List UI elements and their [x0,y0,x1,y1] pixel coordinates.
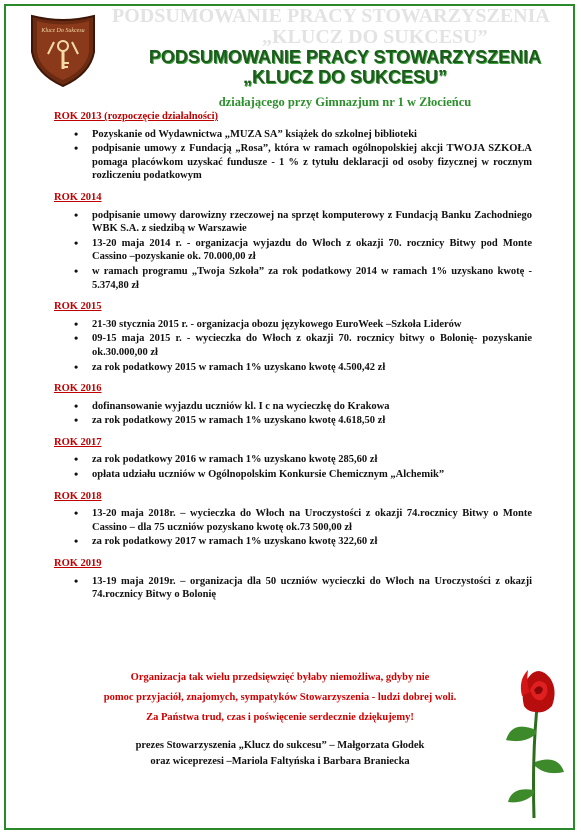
red-rose-icon [498,650,568,820]
watermark-line-2: „KLUCZ DO SUKCESU” [262,26,488,46]
section-year-heading: ROK 2013 (rozpoczęcie działalności) [54,111,218,122]
list-item: • 09-15 maja 2015 r. - wycieczka do Włoch z okazji 70. rocznicy bitwy o Bolonię- pozyskanie ok.30.000,00 zł [54,332,532,359]
list-item: • podpisanie umowy darowizny rzeczowej na sprzęt komputerowy z Fundacją Banku Zachodniego WBK S.A. z siedzibą w Warszawie [54,209,532,236]
sections-list [54,110,532,603]
closing-line-1: Organizacja tak wielu przedsięwzięć byłaby niemożliwa, gdyby nie [130,672,430,683]
list-item: • 13-20 maja 2018r. – wycieczka do Włoch na Uroczystości z okazji 74.rocznicy Bitwy o Monte Cassino – dla 75 uczniów pozyskano kwotę ok.73 500,00 zł [54,507,532,534]
title-line-1: PODSUMOWANIE PRACY STOWARZYSZENIA [148,47,542,67]
watermark-line-1: PODSUMOWANIE PRACY STOWARZYSZENIA [112,6,550,27]
section-items [54,318,532,374]
section-year-heading: ROK 2016 [54,383,102,395]
section-items [54,400,532,428]
list-item: • w ramach programu „Twoja Szkoła” za rok podatkowy 2014 w ramach 1% uzyskano kwotę - 5.374,80 zł [54,265,532,292]
header-watermark [112,6,572,46]
list-item: • opłata udziału uczniów w Ogólnopolskim Konkursie Chemicznym „Alchemik” [54,468,532,482]
section-year-heading: ROK 2018 [54,490,102,502]
section-year-heading: ROK 2019 [54,558,102,570]
signature-line-2: oraz wiceprezesi –Mariola Faltyńska i Barbara Braniecka [150,756,410,767]
list-item: • za rok podatkowy 2015 w ramach 1% uzyskano kwotę 4.618,50 zł [54,414,532,428]
list-item: • za rok podatkowy 2016 w ramach 1% uzyskano kwotę 285,60 zł [54,453,532,467]
list-item: • Pozyskanie od Wydawnictwa „MUZA SA” książek do szkolnej biblioteki [54,128,532,142]
section-year-heading: ROK 2014 [54,191,102,203]
list-item: • za rok podatkowy 2017 w ramach 1% uzyskano kwotę 322,60 zł [54,535,532,549]
section-items [54,128,532,183]
section-year-heading: ROK 2017 [54,436,102,448]
closing-message [60,668,500,728]
section-items [54,575,532,602]
list-item: • 21-30 stycznia 2015 r. - organizacja obozu językowego EuroWeek –Szkoła Liderów [54,318,532,332]
logo-text: Klucz Do Sukcesu [41,28,85,34]
closing-line-2: pomoc przyjaciół, znajomych, sympatyków Stowarzyszenia - ludzi dobrej woli. [103,692,457,703]
page-title [115,47,575,87]
section-year-heading: ROK 2015 [54,301,102,313]
signature-line-1: prezes Stowarzyszenia „Klucz do sukcesu” – Małgorzata Głodek [135,740,425,751]
section-items [54,209,532,293]
list-item: • 13-20 maja 2014 r. - organizacja wyjazdu do Włoch z okazji 70. rocznicy Bitwy pod Monte Cassino –pozyskanie ok. 70.000,00 zł [54,237,532,264]
section-items [54,453,532,481]
signature [60,738,500,770]
list-item: • dofinansowanie wyjazdu uczniów kl. I c na wycieczkę do Krakowa [54,400,532,414]
list-item: • podpisanie umowy z Fundacją „Rosa”, która w ramach ogólnopolskiej akcji TWOJA SZKOŁA pomaga placówkom uzyskać fundusze - 1 % z tytułu deklaracji od osoby fizycznej w rocznym rozliczeniu podatkowym [54,142,532,183]
list-item: • za rok podatkowy 2015 w ramach 1% uzyskano kwotę 4.500,42 zł [54,361,532,375]
section-items [54,507,532,549]
closing-line-3: Za Państwa trud, czas i poświęcenie serdecznie dziękujemy! [146,712,414,723]
list-item: • 13-19 maja 2019r. – organizacja dla 50 uczniów wycieczki do Włoch na Uroczystości z okazji 74.rocznicy Bitwy o Bolonię [54,575,532,602]
page-subtitle: działającego przy Gimnazjum nr 1 w Złocieńcu [218,95,472,109]
logo-shield-icon [28,12,98,88]
title-line-2: „KLUCZ DO SUKCESU” [242,67,447,87]
